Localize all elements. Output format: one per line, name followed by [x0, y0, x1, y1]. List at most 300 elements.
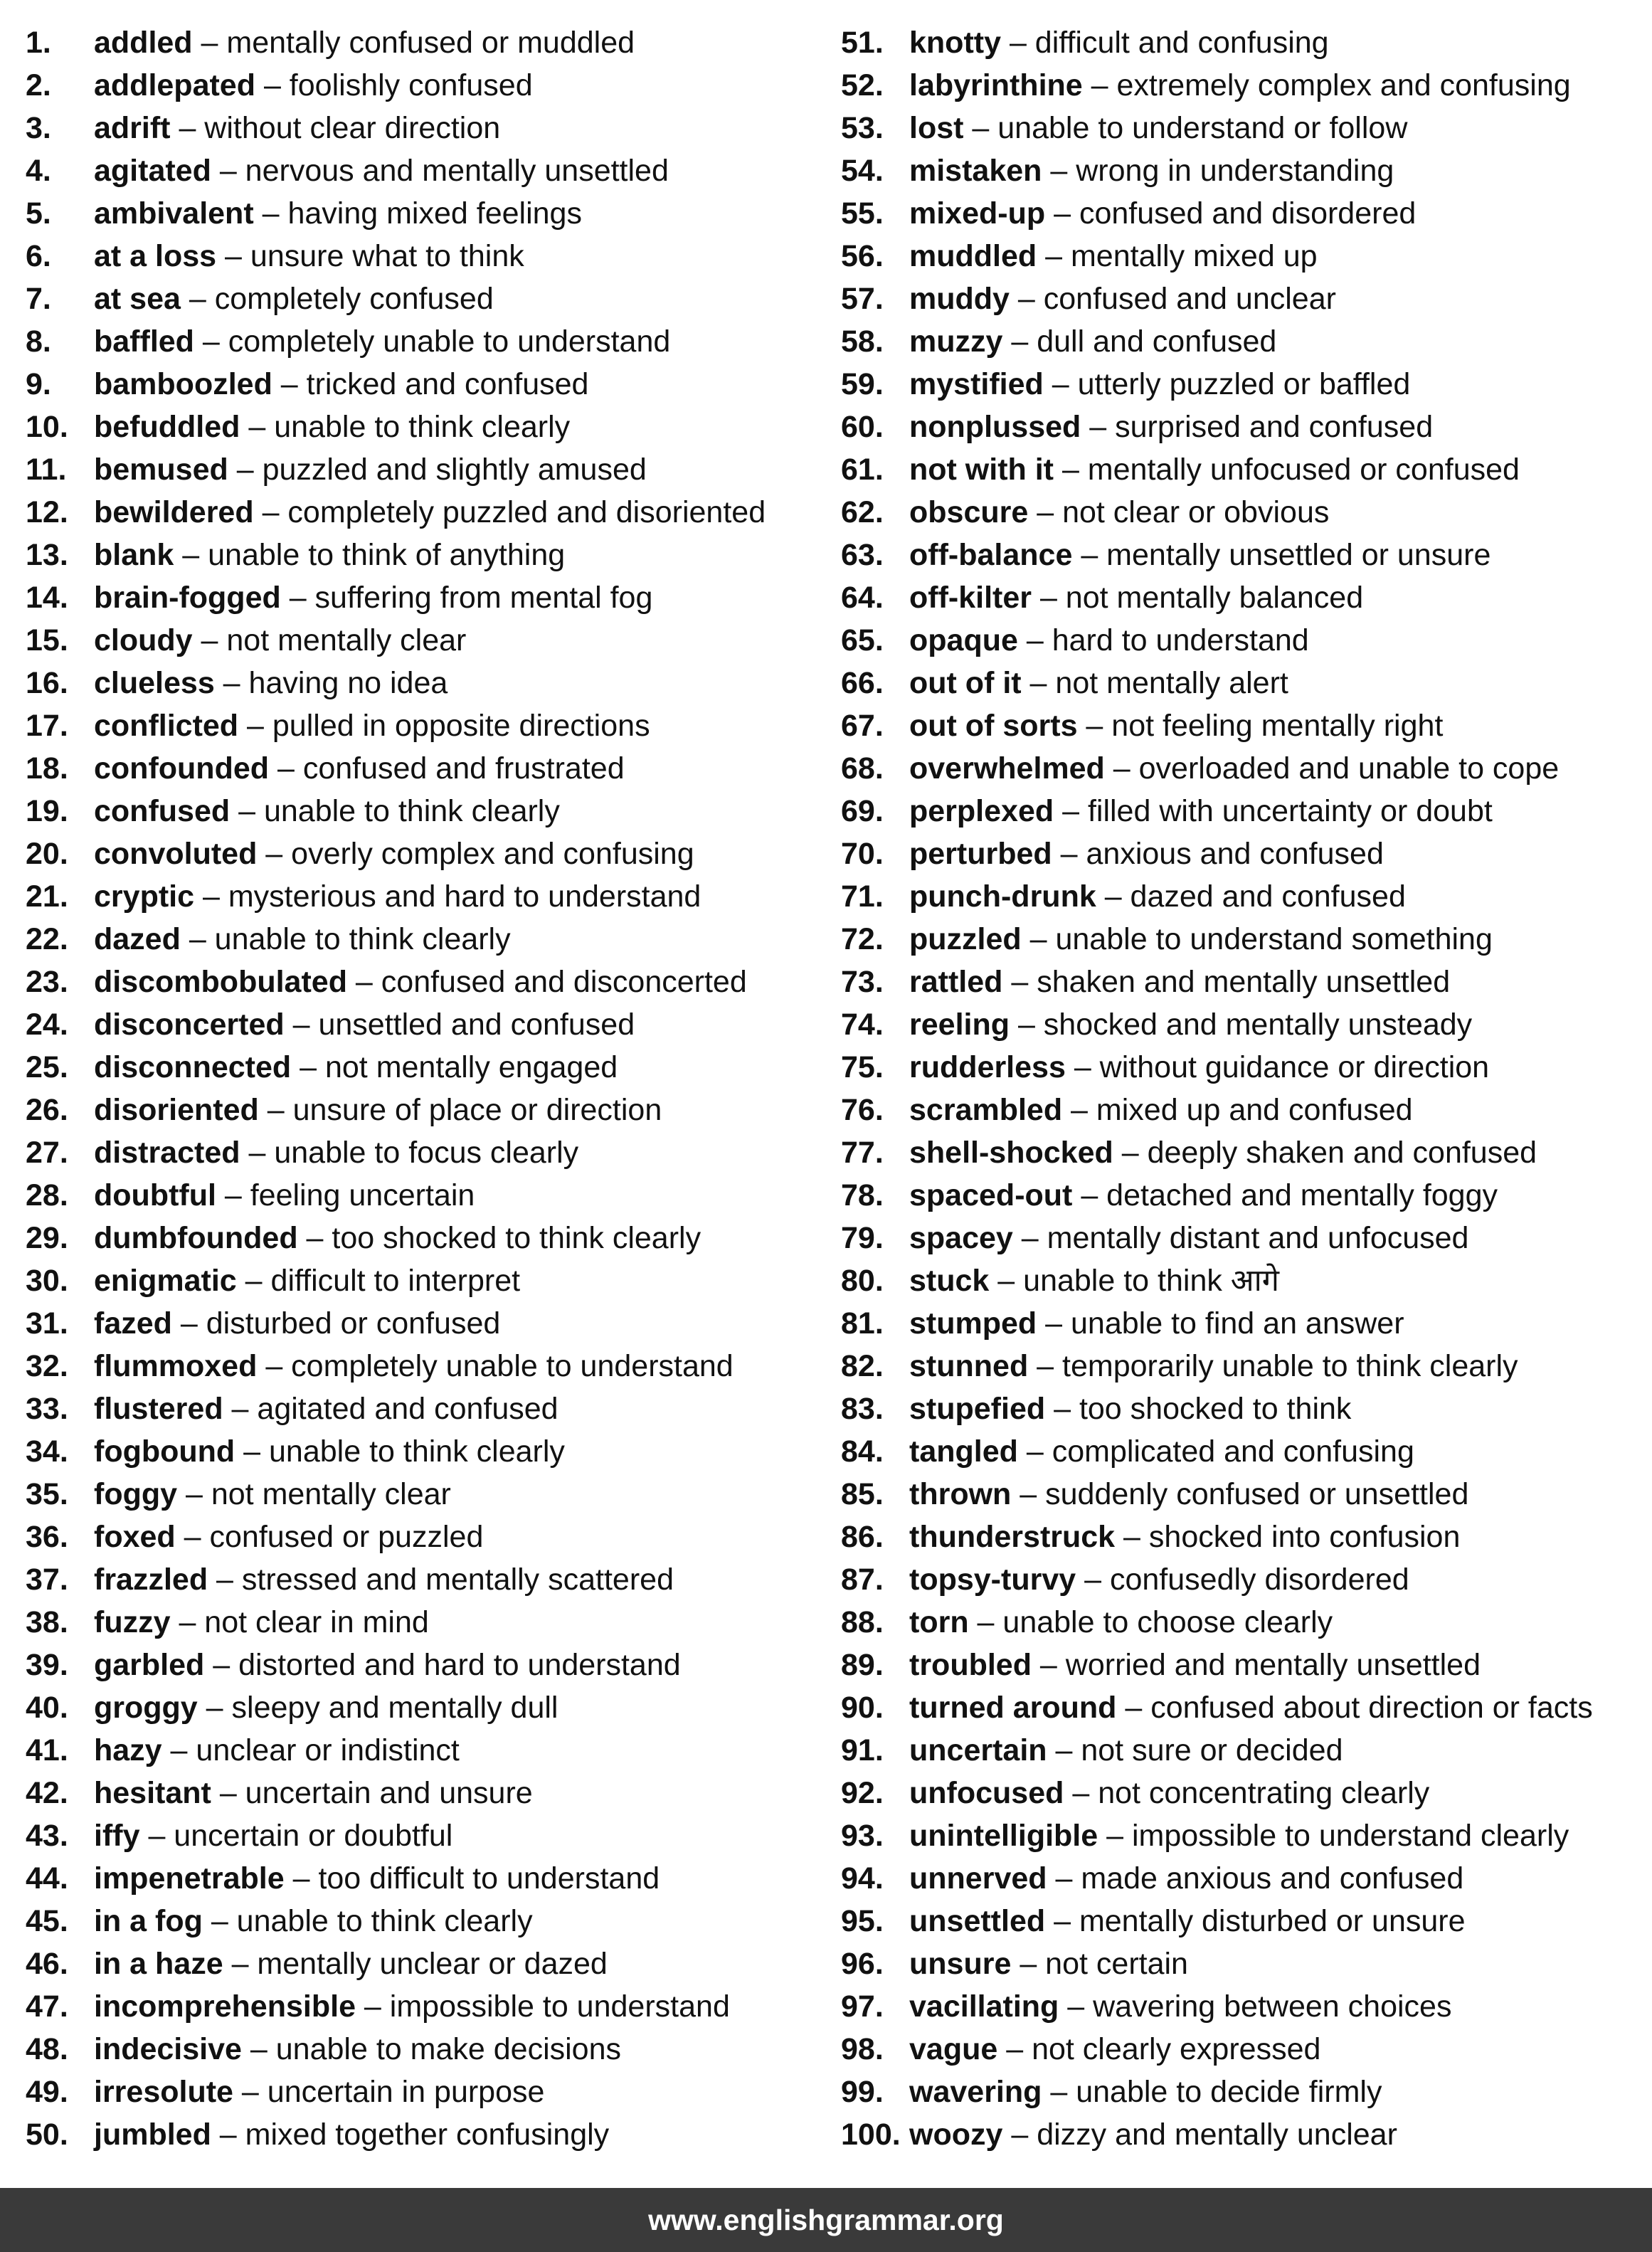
item-number: 81.: [841, 1306, 884, 1341]
list-item: [26, 1814, 830, 1857]
list-item: [841, 1644, 1638, 1686]
item-definition: – surprised and confused: [1081, 410, 1434, 444]
item-number: 30.: [26, 1264, 68, 1298]
item-text: [94, 961, 747, 1003]
item-text: [909, 747, 1559, 790]
list-item: [841, 1345, 1638, 1387]
item-word: wavering: [909, 2075, 1042, 2109]
item-word: unintelligible: [909, 1819, 1098, 1853]
item-text: [909, 1985, 1451, 2028]
item-text: [909, 1089, 1413, 1131]
item-number: 86.: [841, 1520, 884, 1554]
list-item: [841, 491, 1638, 534]
item-text: [909, 1302, 1404, 1345]
item-text: [909, 1942, 1188, 1985]
item-number: 58.: [841, 324, 884, 359]
item-definition: – unable to think clearly: [180, 922, 511, 956]
item-word: topsy-turvy: [909, 1563, 1076, 1597]
item-definition: – suffering from mental fog: [280, 581, 653, 615]
item-definition: – difficult and confusing: [1001, 26, 1329, 60]
item-text: [909, 406, 1433, 448]
item-definition: – feeling uncertain: [216, 1178, 475, 1212]
item-definition: – confused or puzzled: [175, 1520, 484, 1554]
item-text: [909, 1003, 1472, 1046]
list-item: [26, 1900, 830, 1942]
list-item: [26, 662, 830, 704]
item-text: [909, 320, 1276, 363]
item-word: enigmatic: [94, 1264, 237, 1298]
item-definition: – overly complex and confusing: [257, 837, 694, 871]
item-word: obscure: [909, 495, 1029, 529]
item-word: shell-shocked: [909, 1136, 1113, 1170]
item-word: in a fog: [94, 1904, 203, 1938]
item-text: [909, 1046, 1489, 1089]
item-definition: – filled with uncertainty or doubt: [1054, 794, 1493, 828]
item-definition: – not clear or obvious: [1028, 495, 1330, 529]
item-definition: – uncertain in purpose: [233, 2075, 545, 2109]
item-text: [909, 619, 1309, 662]
item-number: 97.: [841, 1989, 884, 2024]
list-item: [841, 1217, 1638, 1259]
item-word: bemused: [94, 453, 228, 487]
item-word: iffy: [94, 1819, 140, 1853]
item-definition: – disturbed or confused: [171, 1306, 501, 1341]
item-word: in a haze: [94, 1947, 223, 1981]
item-text: [909, 1174, 1498, 1217]
item-definition: – not clearly expressed: [997, 2032, 1321, 2066]
item-text: [909, 662, 1288, 704]
item-definition: – completely puzzled and disoriented: [253, 495, 766, 529]
item-text: [909, 2071, 1382, 2113]
item-number: 49.: [26, 2075, 68, 2109]
item-definition: – unsure what to think: [216, 239, 524, 273]
item-text: [909, 149, 1394, 192]
item-definition: – completely confused: [180, 282, 494, 316]
item-number: 10.: [26, 410, 68, 444]
item-definition: – confused about direction or facts: [1116, 1691, 1593, 1725]
list-item: [26, 21, 830, 64]
item-definition: – mentally disturbed or unsure: [1045, 1904, 1466, 1938]
list-item: [26, 1857, 830, 1900]
list-item: [841, 1814, 1638, 1857]
list-item: [26, 1131, 830, 1174]
item-number: 83.: [841, 1392, 884, 1426]
item-word: unsure: [909, 1947, 1012, 1981]
item-word: convoluted: [94, 837, 258, 871]
item-word: irresolute: [94, 2075, 233, 2109]
item-word: off-kilter: [909, 581, 1032, 615]
list-item: [841, 64, 1638, 107]
item-text: [94, 1345, 734, 1387]
list-item: [841, 1259, 1638, 1302]
item-definition: – shocked into confusion: [1115, 1520, 1461, 1554]
item-text: [94, 1473, 451, 1516]
list-item: [26, 1259, 830, 1302]
item-word: uncertain: [909, 1733, 1047, 1767]
list-item: [841, 1516, 1638, 1558]
item-number: 44.: [26, 1861, 68, 1896]
item-number: 40.: [26, 1691, 68, 1725]
item-definition: – suddenly confused or unsettled: [1011, 1477, 1469, 1511]
item-number: 45.: [26, 1904, 68, 1938]
item-definition: – too shocked to think: [1045, 1392, 1352, 1426]
item-text: [909, 64, 1571, 107]
item-definition: – shocked and mentally unsteady: [1010, 1008, 1473, 1042]
item-word: knotty: [909, 26, 1001, 60]
item-text: [94, 875, 701, 918]
list-item: [26, 1558, 830, 1601]
item-definition: – mysterious and hard to understand: [194, 879, 701, 914]
item-definition: – unable to focus clearly: [240, 1136, 579, 1170]
item-text: [94, 448, 647, 491]
item-definition: – impossible to understand: [355, 1989, 730, 2024]
item-word: baffled: [94, 324, 194, 359]
item-word: stunned: [909, 1349, 1029, 1383]
item-number: 19.: [26, 794, 68, 828]
list-item: [841, 1089, 1638, 1131]
list-item: [841, 1729, 1638, 1772]
list-item: [841, 277, 1638, 320]
item-text: [909, 576, 1363, 619]
item-text: [94, 1942, 608, 1985]
item-text: [909, 1473, 1468, 1516]
item-definition: – confused and disordered: [1045, 196, 1417, 231]
item-definition: – without clear direction: [170, 111, 501, 145]
item-number: 55.: [841, 196, 884, 231]
item-number: 68.: [841, 751, 884, 786]
list-item: [841, 192, 1638, 235]
item-number: 57.: [841, 282, 884, 316]
item-number: 38.: [26, 1605, 68, 1639]
item-definition: – unable to make decisions: [241, 2032, 622, 2066]
list-item: [841, 448, 1638, 491]
item-text: [94, 1131, 578, 1174]
item-word: nonplussed: [909, 410, 1081, 444]
item-word: mixed-up: [909, 196, 1046, 231]
item-number: 34.: [26, 1434, 68, 1469]
item-definition: – unable to think clearly: [230, 794, 560, 828]
list-item: [26, 1046, 830, 1089]
item-definition: – wavering between choices: [1059, 1989, 1452, 2024]
item-word: disconnected: [94, 1050, 292, 1084]
item-word: out of it: [909, 666, 1022, 700]
item-definition: – unable to think आगे: [989, 1264, 1279, 1298]
item-word: fogbound: [94, 1434, 235, 1469]
item-text: [909, 448, 1520, 491]
list-item: [841, 235, 1638, 277]
item-definition: – impossible to understand clearly: [1098, 1819, 1569, 1853]
item-word: tangled: [909, 1434, 1018, 1469]
item-word: adrift: [94, 111, 171, 145]
item-word: fuzzy: [94, 1605, 171, 1639]
item-definition: – agitated and confused: [223, 1392, 558, 1426]
item-number: 77.: [841, 1136, 884, 1170]
item-text: [94, 1259, 520, 1302]
item-word: ambivalent: [94, 196, 254, 231]
item-word: thunderstruck: [909, 1520, 1116, 1554]
item-number: 72.: [841, 922, 884, 956]
item-definition: – stressed and mentally scattered: [208, 1563, 674, 1597]
item-number: 100.: [841, 2118, 901, 2152]
item-text: [909, 1729, 1343, 1772]
item-number: 22.: [26, 922, 68, 956]
item-definition: – mentally distant and unfocused: [1012, 1221, 1469, 1255]
list-item: [841, 1558, 1638, 1601]
item-definition: – worried and mentally unsettled: [1031, 1648, 1481, 1682]
item-number: 92.: [841, 1776, 884, 1810]
item-text: [909, 363, 1410, 406]
list-item: [26, 790, 830, 832]
item-word: spaced-out: [909, 1178, 1073, 1212]
item-number: 63.: [841, 538, 884, 572]
item-number: 78.: [841, 1178, 884, 1212]
item-definition: – having no idea: [214, 666, 448, 700]
item-text: [94, 235, 524, 277]
item-number: 61.: [841, 453, 884, 487]
item-definition: – not mentally engaged: [291, 1050, 618, 1084]
item-number: 47.: [26, 1989, 68, 2024]
item-word: lost: [909, 111, 964, 145]
item-text: [909, 491, 1329, 534]
item-word: conflicted: [94, 709, 239, 743]
item-word: flustered: [94, 1392, 223, 1426]
item-text: [94, 363, 588, 406]
item-text: [94, 64, 533, 107]
item-definition: – unable to think clearly: [202, 1904, 533, 1938]
item-definition: – hard to understand: [1017, 623, 1309, 657]
item-number: 12.: [26, 495, 68, 529]
item-number: 52.: [841, 68, 884, 102]
list-item: [841, 918, 1638, 961]
item-number: 90.: [841, 1691, 884, 1725]
item-number: 75.: [841, 1050, 884, 1084]
item-definition: – wrong in understanding: [1042, 154, 1394, 188]
list-item: [26, 1174, 830, 1217]
item-word: distracted: [94, 1136, 240, 1170]
item-definition: – unable to think clearly: [240, 410, 571, 444]
item-definition: – not mentally balanced: [1032, 581, 1364, 615]
item-text: [94, 1003, 635, 1046]
list-item: [841, 961, 1638, 1003]
item-definition: – unable to find an answer: [1037, 1306, 1404, 1341]
item-text: [94, 534, 565, 576]
item-number: 11.: [26, 453, 67, 487]
list-item: [26, 704, 830, 747]
item-word: blank: [94, 538, 174, 572]
item-number: 62.: [841, 495, 884, 529]
item-word: rudderless: [909, 1050, 1066, 1084]
item-word: clueless: [94, 666, 215, 700]
item-text: [94, 107, 500, 149]
item-word: dumbfounded: [94, 1221, 298, 1255]
item-definition: – not sure or decided: [1047, 1733, 1343, 1767]
item-word: overwhelmed: [909, 751, 1105, 786]
item-number: 59.: [841, 367, 884, 401]
item-definition: – uncertain or doubtful: [139, 1819, 453, 1853]
item-number: 21.: [26, 879, 68, 914]
item-number: 8.: [26, 324, 51, 359]
item-number: 95.: [841, 1904, 884, 1938]
list-item: [26, 149, 830, 192]
item-number: 96.: [841, 1947, 884, 1981]
item-definition: – tricked and confused: [272, 367, 589, 401]
item-text: [94, 1089, 662, 1131]
item-word: cloudy: [94, 623, 193, 657]
list-item: [26, 1942, 830, 1985]
item-definition: – having mixed feelings: [253, 196, 582, 231]
item-text: [94, 1772, 533, 1814]
item-word: torn: [909, 1605, 969, 1639]
item-definition: – unable to decide firmly: [1042, 2075, 1382, 2109]
item-definition: – mentally confused or muddled: [192, 26, 635, 60]
item-text: [909, 918, 1493, 961]
item-definition: – mixed up and confused: [1062, 1093, 1413, 1127]
list-item: [26, 961, 830, 1003]
item-text: [909, 1558, 1409, 1601]
item-word: dazed: [94, 922, 181, 956]
item-word: disconcerted: [94, 1008, 285, 1042]
list-item: [841, 21, 1638, 64]
item-text: [94, 832, 694, 875]
item-text: [94, 1046, 618, 1089]
item-word: incomprehensible: [94, 1989, 356, 2024]
item-definition: – unable to think clearly: [235, 1434, 565, 1469]
item-text: [94, 2071, 544, 2113]
list-item: [841, 619, 1638, 662]
list-item: [841, 1387, 1638, 1430]
item-definition: – extremely complex and confusing: [1082, 68, 1571, 102]
list-item: [26, 1729, 830, 1772]
item-text: [94, 1430, 565, 1473]
list-item: [841, 320, 1638, 363]
item-number: 82.: [841, 1349, 884, 1383]
item-word: brain-fogged: [94, 581, 281, 615]
item-definition: – unable to choose clearly: [968, 1605, 1333, 1639]
list-item: [26, 320, 830, 363]
item-word: off-balance: [909, 538, 1073, 572]
item-definition: – unable to understand something: [1021, 922, 1493, 956]
item-word: muddled: [909, 239, 1037, 273]
item-text: [94, 2028, 621, 2071]
item-number: 91.: [841, 1733, 884, 1767]
list-item: [841, 1985, 1638, 2028]
item-word: at a loss: [94, 239, 217, 273]
item-text: [909, 832, 1384, 875]
item-number: 98.: [841, 2032, 884, 2066]
list-item: [841, 662, 1638, 704]
item-text: [94, 21, 635, 64]
list-item: [841, 1686, 1638, 1729]
list-item: [841, 1046, 1638, 1089]
item-definition: – unclear or indistinct: [162, 1733, 460, 1767]
footer-url: www.englishgrammar.org: [648, 2204, 1004, 2236]
list-item: [26, 875, 830, 918]
item-definition: – utterly puzzled or baffled: [1043, 367, 1411, 401]
item-word: indecisive: [94, 2032, 242, 2066]
item-word: opaque: [909, 623, 1018, 657]
item-word: addlepated: [94, 68, 255, 102]
item-definition: – nervous and mentally unsettled: [211, 154, 669, 188]
item-word: vacillating: [909, 1989, 1059, 2024]
item-number: 48.: [26, 2032, 68, 2066]
list-item: [26, 534, 830, 576]
item-definition: – shaken and mentally unsettled: [1002, 965, 1451, 999]
item-number: 36.: [26, 1520, 68, 1554]
item-word: unfocused: [909, 1776, 1064, 1810]
item-number: 53.: [841, 111, 884, 145]
item-definition: – not feeling mentally right: [1077, 709, 1444, 743]
item-number: 26.: [26, 1093, 68, 1127]
item-text: [94, 1387, 558, 1430]
item-number: 60.: [841, 410, 884, 444]
item-number: 74.: [841, 1008, 884, 1042]
list-item: [841, 2028, 1638, 2071]
list-item: [26, 2113, 830, 2156]
item-word: foxed: [94, 1520, 176, 1554]
item-word: bewildered: [94, 495, 254, 529]
item-number: 56.: [841, 239, 884, 273]
item-word: bamboozled: [94, 367, 272, 401]
item-word: muddy: [909, 282, 1010, 316]
item-text: [909, 2028, 1320, 2071]
item-number: 66.: [841, 666, 884, 700]
list-item: [841, 1601, 1638, 1644]
list-item: [26, 1516, 830, 1558]
item-word: impenetrable: [94, 1861, 285, 1896]
item-text: [909, 1900, 1466, 1942]
item-number: 3.: [26, 111, 51, 145]
item-definition: – too shocked to think clearly: [297, 1221, 701, 1255]
list-item: [841, 1131, 1638, 1174]
item-text: [94, 192, 582, 235]
item-number: 37.: [26, 1563, 68, 1597]
list-item: [26, 1217, 830, 1259]
item-text: [94, 1217, 701, 1259]
list-item: [26, 918, 830, 961]
item-text: [909, 875, 1406, 918]
item-number: 88.: [841, 1605, 884, 1639]
list-item: [26, 619, 830, 662]
item-word: thrown: [909, 1477, 1012, 1511]
item-text: [94, 491, 766, 534]
item-number: 67.: [841, 709, 884, 743]
item-word: perturbed: [909, 837, 1052, 871]
item-text: [94, 1900, 533, 1942]
item-text: [94, 149, 669, 192]
list-item: [841, 1473, 1638, 1516]
item-text: [94, 1516, 483, 1558]
item-number: 25.: [26, 1050, 68, 1084]
item-number: 42.: [26, 1776, 68, 1810]
item-word: troubled: [909, 1648, 1032, 1682]
item-word: turned around: [909, 1691, 1117, 1725]
item-word: foggy: [94, 1477, 178, 1511]
list-item: [26, 1089, 830, 1131]
list-item: [26, 1985, 830, 2028]
item-number: 99.: [841, 2075, 884, 2109]
item-number: 2.: [26, 68, 51, 102]
item-word: mystified: [909, 367, 1044, 401]
item-definition: – deeply shaken and confused: [1113, 1136, 1537, 1170]
item-text: [94, 747, 625, 790]
list-item: [841, 107, 1638, 149]
item-word: fazed: [94, 1306, 172, 1341]
item-word: unnerved: [909, 1861, 1047, 1896]
word-list-right-column: [841, 21, 1638, 2156]
item-definition: – sleepy and mentally dull: [197, 1691, 558, 1725]
item-word: unsettled: [909, 1904, 1046, 1938]
list-item: [26, 2071, 830, 2113]
